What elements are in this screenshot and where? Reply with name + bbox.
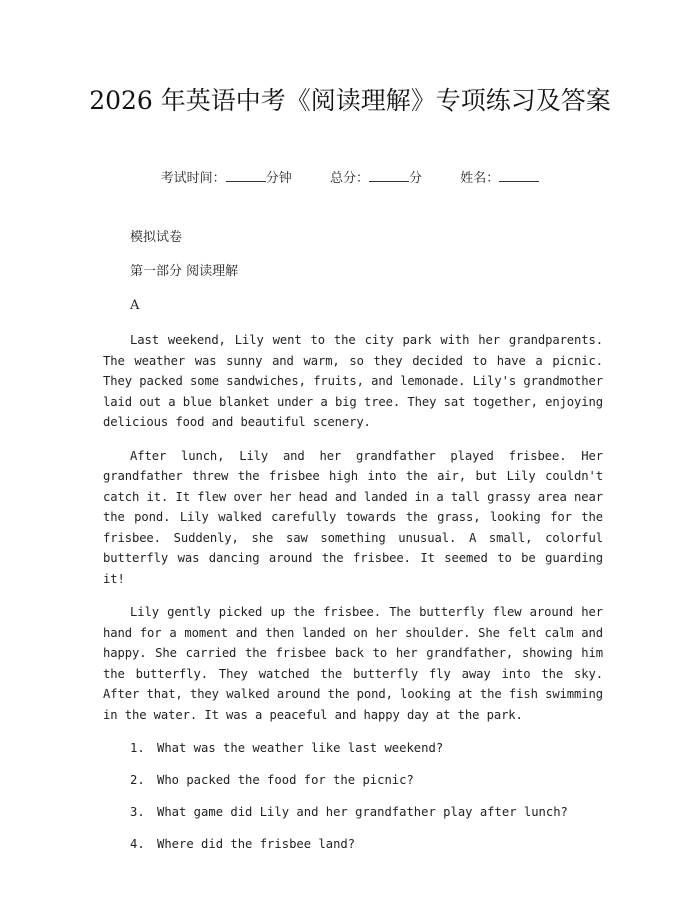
time-blank bbox=[226, 169, 266, 182]
paragraph: Lily gently picked up the frisbee. The butterfly flew around her hand for a moment and then landed on her shoulder. She felt calm and happy. She carried the frisbee back to her grandfather, showing him the butterfly. They watched the butterfly fly away into the sky. After that, they walked around the pond, looking at the fish swimming in the water. It was a peaceful and happy day at the park. bbox=[103, 605, 603, 722]
time-label: 考试时间： bbox=[160, 171, 226, 186]
question-item bbox=[130, 802, 603, 822]
paragraph: After lunch, Lily and her grandfather played frisbee. Her grandfather threw the frisbee high into the air, but Lily couldn't catch it. It flew over her head and landed in a tall grassy area near the pond. Lily walked carefully towards the grass, looking for the frisbee. Suddenly, she saw something unusual. A small, colorful butterfly was dancing around the frisbee. It seemed to be guarding it! bbox=[103, 448, 603, 586]
paper-label: 模拟试卷 bbox=[130, 230, 183, 245]
name-label: 姓名： bbox=[460, 171, 500, 186]
question-number: 1. bbox=[130, 741, 145, 755]
score-label: 总分： bbox=[329, 171, 369, 186]
document-title: 2026 年英语中考《阅读理解》专项练习及答案 bbox=[89, 86, 611, 115]
document-body bbox=[103, 228, 603, 866]
question-text: Who packed the food for the picnic? bbox=[157, 773, 414, 787]
question-item bbox=[130, 834, 603, 854]
exam-info-line bbox=[0, 167, 700, 186]
passage-label: A bbox=[130, 298, 140, 313]
question-text: What game did Lily and her grandfather play after lunch? bbox=[157, 805, 568, 819]
part-label: 第一部分 阅读理解 bbox=[130, 264, 239, 279]
question-item bbox=[130, 738, 603, 758]
question-number: 3. bbox=[130, 805, 145, 819]
question-text: Where did the frisbee land? bbox=[157, 837, 356, 851]
question-text: What was the weather like last weekend? bbox=[157, 741, 444, 755]
time-unit: 分钟 bbox=[265, 171, 292, 186]
score-blank bbox=[369, 169, 409, 182]
paragraph: Last weekend, Lily went to the city park with her grandparents. The weather was sunny and warm, so they decided to have a picnic. They packed some sandwiches, fruits, and lemonade. Lily's grandmother laid out a blue blanket under a big tree. They sat together, enjoying delicious food and beautiful scenery. bbox=[103, 333, 603, 429]
question-number: 2. bbox=[130, 773, 145, 787]
name-blank bbox=[499, 169, 539, 182]
score-unit: 分 bbox=[409, 171, 423, 186]
question-item bbox=[130, 770, 603, 790]
question-number: 4. bbox=[130, 837, 145, 851]
